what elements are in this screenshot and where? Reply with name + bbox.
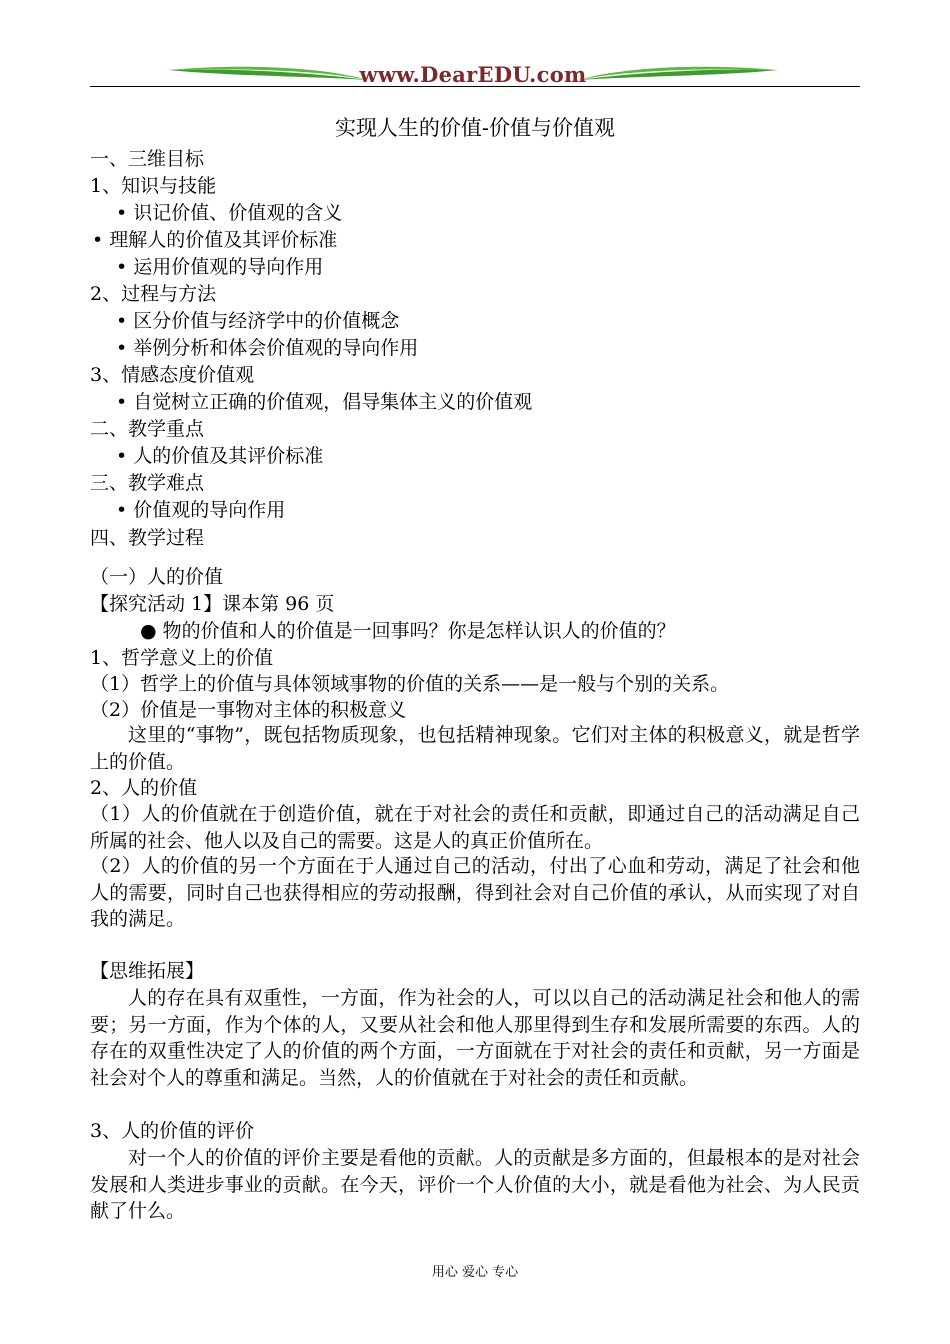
page-footer: 用心 爱心 专心	[431, 1265, 519, 1280]
section-label: 【思维拓展】	[90, 960, 205, 982]
bullet-item: • 自觉树立正确的价值观，倡导集体主义的价值观	[116, 391, 533, 413]
bullet-item: • 理解人的价值及其评价标准	[92, 229, 338, 251]
subsection-heading: 1、哲学意义上的价值	[90, 647, 274, 669]
subsection-heading: 2、过程与方法	[90, 283, 217, 305]
paragraph: （2）人的价值的另一个方面在于人通过自己的活动，付出了心血和劳动，满足了社会和他人的需要，同时自己也获得相应的劳动报酬，得到社会对自己价值的承认，从而实现了对自我的满足。	[90, 855, 860, 930]
subsection-heading: （一）人的价值	[90, 566, 224, 588]
section-heading: 一、三维目标	[90, 148, 205, 170]
paragraph: 对一个人的价值的评价主要是看他的贡献。人的贡献是多方面的，但最根本的是对社会发展和人类进步事业的贡献。在今天，评价一个人价值的大小，就是看他为社会、为人民贡献了什么。	[90, 1147, 860, 1222]
logo-text: www.DearEDU.com	[359, 62, 587, 87]
bullet-item: • 识记价值、价值观的含义	[116, 202, 343, 224]
subsection-heading: 3、情感态度价值观	[90, 364, 255, 386]
activity-label: 【探究活动 1】课本第 96 页	[90, 593, 335, 615]
site-logo	[168, 58, 778, 92]
paragraph: 人的存在具有双重性，一方面，作为社会的人，可以以自己的活动满足社会和他人的需要；另一方面，作为个体的人，又要从社会和他人那里得到生存和发展所需要的东西。人的存在的双重性决定了人的价值的两个方面，一方面就在于对社会的责任和贡献，另一方面是社会对个人的尊重和满足。当然，人的价值就在于对社会的责任和贡献。	[90, 987, 860, 1089]
question-item: ● 物的价值和人的价值是一回事吗？你是怎样认识人的价值的？	[140, 620, 676, 642]
numbered-point: （2）价值是一事物对主体的积极意义	[90, 699, 407, 721]
bullet-item: • 区分价值与经济学中的价值概念	[116, 310, 400, 332]
page-title: 实现人生的价值-价值与价值观	[334, 116, 616, 140]
section-heading: 三、教学难点	[90, 472, 205, 494]
bullet-item: • 人的价值及其评价标准	[116, 445, 324, 467]
bullet-item: • 举例分析和体会价值观的导向作用	[116, 337, 419, 359]
subsection-heading: 3、人的价值的评价	[90, 1120, 255, 1142]
bullet-item: • 运用价值观的导向作用	[116, 256, 324, 278]
paragraph: 这里的“事物”，既包括物质现象，也包括精神现象。它们对主体的积极意义，就是哲学上的价值。	[90, 724, 860, 773]
subsection-heading: 2、人的价值	[90, 777, 198, 799]
paragraph: （1）人的价值就在于创造价值，就在于对社会的责任和贡献，即通过自己的活动满足自己所属的社会、他人以及自己的需要。这是人的真正价值所在。	[90, 803, 860, 852]
section-heading: 二、教学重点	[90, 418, 205, 440]
numbered-point: （1）哲学上的价值与具体领域事物的价值的关系——是一般与个别的关系。	[90, 673, 730, 695]
bullet-item: • 价值观的导向作用	[116, 499, 286, 521]
subsection-heading: 1、知识与技能	[90, 175, 217, 197]
section-heading: 四、教学过程	[90, 527, 205, 549]
